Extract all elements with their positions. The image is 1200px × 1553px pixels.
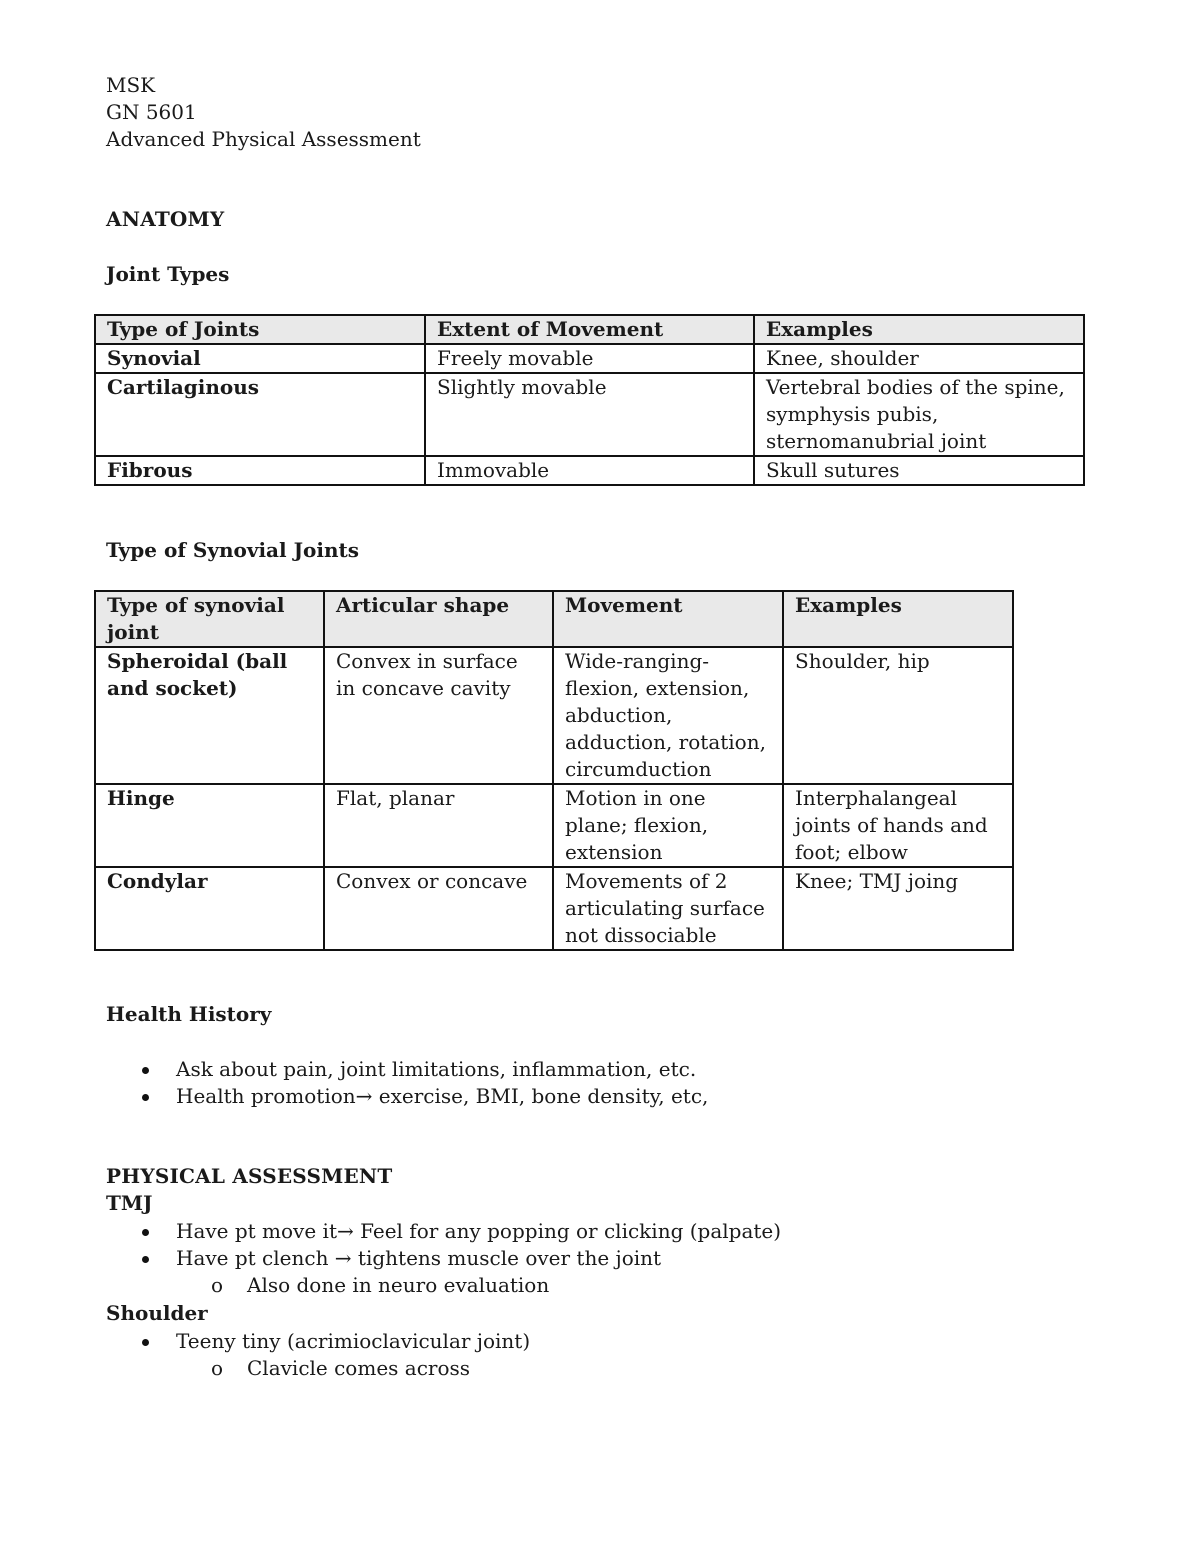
header-cell: Examples	[783, 591, 1013, 647]
joint-types-heading: Joint Types	[106, 262, 230, 286]
sub-list-item-text: Clavicle comes across	[247, 1356, 471, 1380]
list-item-text: Teeny tiny (acrimioclavicular joint)	[176, 1329, 531, 1353]
table-cell: Immovable	[425, 456, 754, 485]
table-cell: Fibrous	[95, 456, 425, 485]
sub-bullet-icon: o	[211, 1273, 224, 1297]
header-cell: Type of synovial joint	[95, 591, 324, 647]
table-cell: Wide-ranging- flexion, extension, abduction, adduction, rotation, circumduction	[553, 647, 783, 784]
course-number: GN 5601	[106, 100, 197, 124]
list-item	[106, 1328, 530, 1355]
bullet-icon	[142, 1256, 149, 1263]
table-cell: Convex in surface in concave cavity	[324, 647, 553, 784]
table-cell: Movements of 2 articulating surface not dissociable	[553, 867, 783, 950]
tmj-heading: TMJ	[106, 1191, 153, 1215]
table-cell: Synovial	[95, 344, 425, 373]
course-title: Advanced Physical Assessment	[106, 127, 421, 151]
table-cell: Convex or concave	[324, 867, 553, 950]
table-cell: Flat, planar	[324, 784, 553, 867]
table-cell: Knee; TMJ joing	[783, 867, 1013, 950]
header-cell: Examples	[754, 315, 1084, 344]
table-cell: Vertebral bodies of the spine, symphysis pubis, sternomanubrial joint	[754, 373, 1084, 456]
sub-list-item-text: Also done in neuro evaluation	[247, 1273, 550, 1297]
table-header-row	[95, 315, 1084, 344]
anatomy-heading: ANATOMY	[106, 207, 225, 231]
list-item	[106, 1218, 781, 1245]
course-code: MSK	[106, 73, 156, 97]
tmj-list	[106, 1218, 781, 1299]
table-row	[95, 647, 1013, 784]
bullet-icon	[142, 1094, 149, 1101]
header-cell: Articular shape	[324, 591, 553, 647]
list-item	[106, 1083, 708, 1110]
table-row	[95, 456, 1084, 485]
shoulder-list	[106, 1328, 530, 1382]
table-cell: Interphalangeal joints of hands and foot; elbow	[783, 784, 1013, 867]
list-item-text: Have pt clench → tightens muscle over the joint	[176, 1246, 662, 1270]
health-history-list	[106, 1056, 708, 1110]
list-item	[106, 1056, 708, 1083]
table-row	[95, 867, 1013, 950]
table-cell: Cartilaginous	[95, 373, 425, 456]
table-cell: Hinge	[95, 784, 324, 867]
table-cell: Shoulder, hip	[783, 647, 1013, 784]
sub-list-item	[106, 1272, 781, 1299]
table-row	[95, 784, 1013, 867]
joint-types-table	[94, 314, 1085, 486]
synovial-joints-table	[94, 590, 1014, 951]
sub-bullet-icon: o	[211, 1356, 224, 1380]
table-cell: Slightly movable	[425, 373, 754, 456]
bullet-icon	[142, 1067, 149, 1074]
list-item-text: Have pt move it→ Feel for any popping or clicking (palpate)	[176, 1219, 782, 1243]
health-history-heading: Health History	[106, 1002, 272, 1026]
list-item	[106, 1245, 781, 1272]
table-row	[95, 344, 1084, 373]
table-cell: Motion in one plane; flexion, extension	[553, 784, 783, 867]
table-cell: Freely movable	[425, 344, 754, 373]
header-cell: Movement	[553, 591, 783, 647]
synovial-joints-heading: Type of Synovial Joints	[106, 538, 360, 562]
bullet-icon	[142, 1339, 149, 1346]
list-item-text: Ask about pain, joint limitations, inflammation, etc.	[176, 1057, 697, 1081]
table-cell: Knee, shoulder	[754, 344, 1084, 373]
table-header-row	[95, 591, 1013, 647]
table-cell: Skull sutures	[754, 456, 1084, 485]
table-row	[95, 373, 1084, 456]
shoulder-heading: Shoulder	[106, 1301, 208, 1325]
table-cell: Condylar	[95, 867, 324, 950]
table-cell: Spheroidal (ball and socket)	[95, 647, 324, 784]
header-cell: Extent of Movement	[425, 315, 754, 344]
header-cell: Type of Joints	[95, 315, 425, 344]
bullet-icon	[142, 1229, 149, 1236]
sub-list-item	[106, 1355, 530, 1382]
physical-assessment-heading: PHYSICAL ASSESSMENT	[106, 1164, 393, 1188]
list-item-text: Health promotion→ exercise, BMI, bone density, etc,	[176, 1084, 709, 1108]
